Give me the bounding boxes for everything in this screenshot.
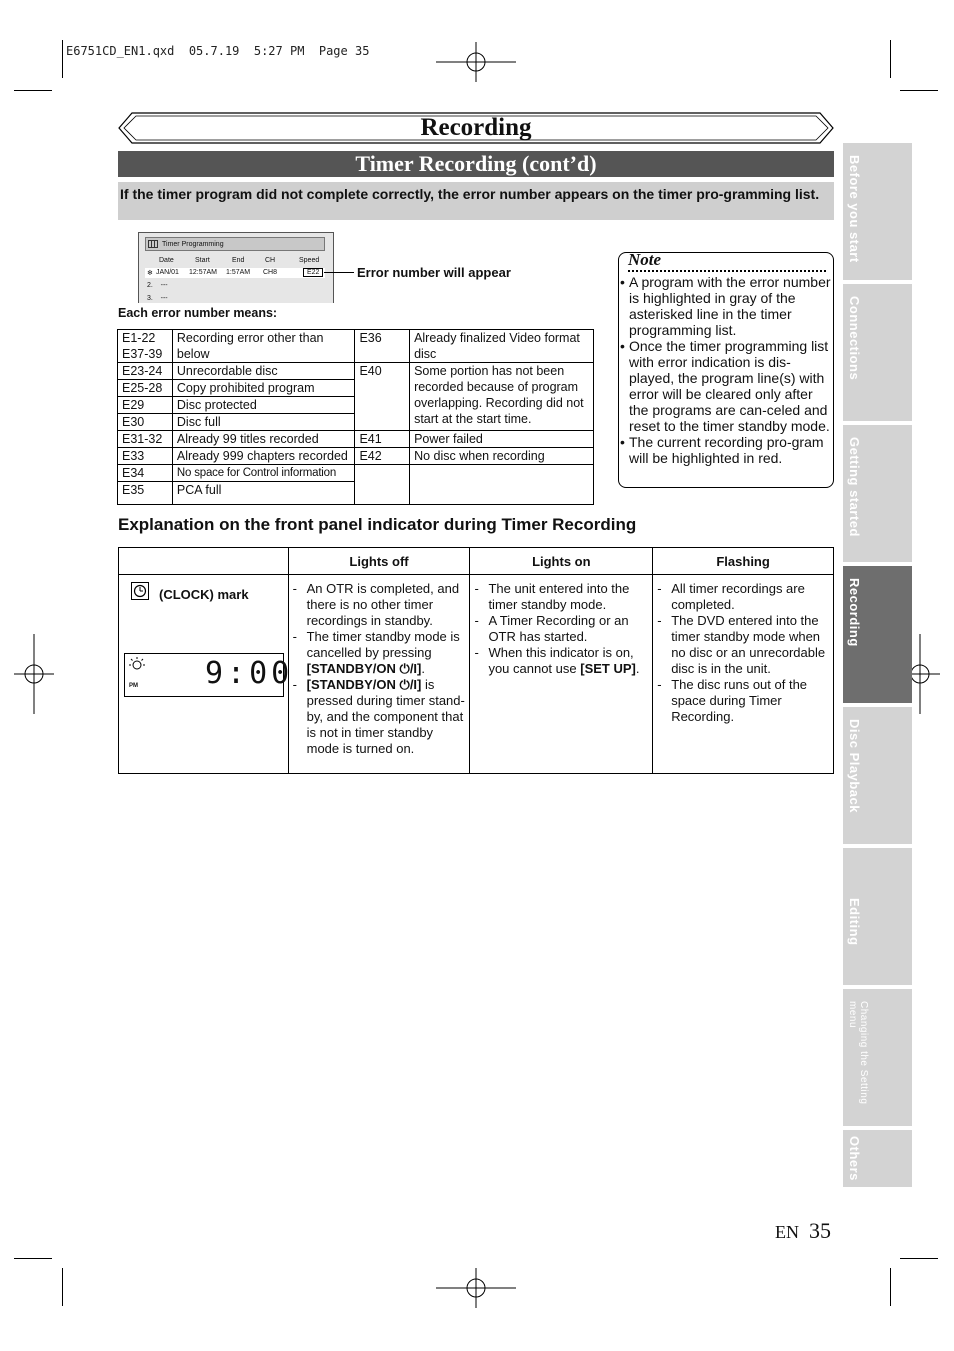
empty-cell <box>355 465 410 505</box>
list-item: - When this indicator is on, you cannot use [SET UP]. <box>474 645 640 676</box>
tab-label: Changing the Setting menu <box>847 1001 869 1105</box>
error-code: E36 <box>355 330 410 363</box>
flashing-clock-icon <box>129 657 145 673</box>
error-code: E29 <box>118 397 173 414</box>
crop-mark <box>900 1258 938 1259</box>
item-text: All timer recordings are completed. <box>671 581 805 612</box>
note-item: • The current recording pro-gram will be highlighted in red. <box>620 434 832 466</box>
error-code: E31-32 <box>118 431 173 448</box>
tab-disc-playback[interactable] <box>843 707 912 844</box>
error-description: Unrecordable disc <box>172 363 355 380</box>
tab-connections[interactable] <box>843 284 912 421</box>
item-text: The unit entered into the timer standby mode. <box>488 581 630 612</box>
flashing-cell <box>653 575 834 774</box>
error-code: E1-22 E37-39 <box>118 330 173 363</box>
screen-header-start: Start <box>195 257 210 264</box>
section-title: Timer Recording (cont’d) <box>118 151 834 177</box>
screen-header-end: End <box>232 257 245 264</box>
explanation-heading: Explanation on the front panel indicator during Timer Recording <box>118 515 637 534</box>
table-header-row <box>119 548 834 575</box>
list-item: - [STANDBY/ON ⏻/I] is pressed during timer stand-by, and the component that is not in timer standby mode is turned on. <box>292 677 465 756</box>
error-description: Power failed <box>410 431 594 448</box>
note-divider <box>628 270 826 272</box>
lights-off-cell <box>288 575 470 774</box>
crop-mark <box>900 90 938 91</box>
pm-indicator: PM <box>129 683 138 689</box>
tab-label: Recording <box>847 578 862 647</box>
error-callout: Error number will appear <box>357 265 511 280</box>
tab-recording[interactable] <box>843 566 912 703</box>
screen-row-2 <box>147 282 168 289</box>
error-code: E25-28 <box>118 380 173 397</box>
note-text: Once the timer programming list with error indication is dis-played, the program line(s) with error will be cleared only after the programs are can-celed and reset to the timer standby mode. <box>629 338 830 434</box>
table-row <box>118 330 594 363</box>
table-row <box>118 363 594 380</box>
error-code: E34 <box>118 465 173 482</box>
error-code: E35 <box>118 482 173 505</box>
timer-programming-screen <box>138 232 334 303</box>
front-panel-display <box>124 653 294 697</box>
note-item: • A program with the error number is highlighted in gray of the asterisked line in the timer programming list. <box>620 274 831 338</box>
error-code: E42 <box>355 448 410 465</box>
row-ch: CH8 <box>263 269 278 276</box>
item-text: An OTR is completed, and there is no other timer recordings in standby. <box>306 581 460 628</box>
screen-row-3 <box>147 295 168 302</box>
lights-on-cell <box>470 575 653 774</box>
item-text: . <box>421 661 425 676</box>
tab-label: Before you start <box>847 155 862 263</box>
empty-header <box>119 548 289 575</box>
list-item: - An OTR is completed, and there is no other timer recordings in standby. <box>293 581 466 629</box>
page-title: Recording <box>420 114 532 141</box>
tab-label: Disc Playback <box>847 719 862 813</box>
tab-label: Getting started <box>847 437 862 537</box>
row-empty: --- <box>160 282 168 289</box>
crop-mark <box>62 1268 63 1306</box>
screen-header-speed: Speed <box>299 257 320 264</box>
key-label: [STANDBY/ON ⏻/I] <box>306 677 422 692</box>
page-number <box>775 1218 831 1244</box>
row-date: JAN/01 <box>156 269 179 276</box>
tab-getting-started[interactable] <box>843 425 912 562</box>
screen-row-1 <box>145 268 325 278</box>
error-code: E30 <box>118 414 173 431</box>
table-row <box>118 431 594 448</box>
note-text: A program with the error number is highlighted in gray of the asterisked line in the timer programming list. <box>629 274 831 338</box>
crop-mark <box>62 40 63 78</box>
clock-mark-label: (CLOCK) mark <box>159 587 249 602</box>
error-code: E33 <box>118 448 173 465</box>
error-code: E23-24 <box>118 363 173 380</box>
note-item: • Once the timer programming list with error indication is dis-played, the program line(s) with error will be cleared only after the programs are can-celed and reset to the timer standby mode. <box>620 338 832 434</box>
registration-mark-icon <box>436 42 516 82</box>
key-label: [SET UP] <box>580 661 636 676</box>
language-code: EN <box>775 1222 799 1242</box>
item-text: The disc runs out of the space during Timer Recording. <box>671 677 808 724</box>
list-item: - All timer recordings are completed. <box>657 581 829 613</box>
intro-text: If the timer program did not complete correctly, the error number appears on the timer pro-gramming list. <box>118 182 834 220</box>
empty-cell <box>410 465 594 505</box>
front-panel-table <box>118 547 834 774</box>
item-text: When this indicator is on, you cannot use <box>488 645 634 676</box>
error-description: Already 99 titles recorded <box>172 431 355 448</box>
row-start: 12:57AM <box>189 269 218 276</box>
error-table <box>117 329 594 505</box>
tab-others[interactable] <box>843 1130 912 1187</box>
registration-mark-icon <box>14 634 54 714</box>
tab-changing-the-setting-menu[interactable] <box>843 989 912 1126</box>
display-time: 9:00 <box>205 656 294 691</box>
clock-mark-cell <box>119 575 294 774</box>
key-label: [STANDBY/ON ⏻/I] <box>306 661 422 676</box>
screen-header-date: Date <box>159 257 174 264</box>
row-number: 2. <box>147 282 153 289</box>
note-list <box>620 274 832 466</box>
error-description: PCA full <box>172 482 355 505</box>
error-description: No space for Control information <box>172 465 355 482</box>
registration-mark-icon <box>436 1268 516 1308</box>
error-code: E40 <box>355 363 410 431</box>
table-row <box>118 448 594 465</box>
list-item: - The DVD entered into the timer standby mode when no disc or an unrecordable disc is in the unit. <box>657 613 829 677</box>
error-code: E41 <box>355 431 410 448</box>
list-item: - The disc runs out of the space during Timer Recording. <box>657 677 829 725</box>
table-row <box>118 465 594 482</box>
screen-title: Timer Programming <box>145 237 325 251</box>
list-item: - The unit entered into the timer standby mode. <box>474 581 648 613</box>
note-title: Note <box>628 250 662 269</box>
callout-line <box>324 272 354 273</box>
clock-icon <box>131 582 149 600</box>
error-table-caption: Each error number means: <box>118 306 278 320</box>
row-error-code: E22 <box>303 268 323 277</box>
error-description: Disc full <box>172 414 355 431</box>
error-description: No disc when recording <box>410 448 594 465</box>
item-text: The DVD entered into the timer standby mode when no disc or an unrecordable disc is in the unit. <box>671 613 826 676</box>
crop-mark <box>890 40 891 78</box>
tab-before-you-start[interactable] <box>843 143 912 280</box>
item-text: is pressed during timer stand-by, and the component that is not in timer standby mode is turned on. <box>306 677 465 756</box>
note-text: The current recording pro-gram will be highlighted in red. <box>629 434 824 466</box>
file-info: E6751CD_EN1.qxd 05.7.19 5:27 PM Page 35 <box>66 44 370 58</box>
row-end: 1:57AM <box>226 269 251 276</box>
error-description: Copy prohibited program <box>172 380 355 397</box>
list-item: - The timer standby mode is cancelled by pressing [STANDBY/ON ⏻/I]. <box>292 629 460 676</box>
tab-label: Editing <box>847 898 862 946</box>
error-description: Some portion has not been recorded because of program overlapping. Recording did not start at the start time. <box>410 363 594 431</box>
item-text: . <box>635 661 640 676</box>
error-description: Already 999 chapters recorded <box>172 448 355 465</box>
row-empty: --- <box>160 295 168 302</box>
table-row <box>119 575 834 774</box>
item-text: A Timer Recording or an OTR has started. <box>488 613 629 644</box>
error-description: Already finalized Video format disc <box>410 330 594 363</box>
tab-label: Others <box>847 1136 862 1181</box>
row-number: 3. <box>147 295 153 302</box>
row-marker: ❄ <box>147 270 153 277</box>
crop-mark <box>890 1268 891 1306</box>
header-lights-on: Lights on <box>470 548 653 575</box>
error-description: Disc protected <box>172 397 355 414</box>
timer-programming-icon <box>148 240 158 248</box>
header-lights-off: Lights off <box>288 548 470 575</box>
crop-mark <box>14 90 52 91</box>
error-description: Recording error other than below <box>172 330 355 363</box>
tab-editing[interactable] <box>843 848 912 985</box>
header-flashing: Flashing <box>653 548 834 575</box>
list-item: - A Timer Recording or an OTR has started. <box>474 613 648 645</box>
page-number-value: 35 <box>809 1218 831 1243</box>
crop-mark <box>14 1258 52 1259</box>
item-text: The timer standby mode is cancelled by pressing <box>306 629 460 660</box>
tab-label: Connections <box>847 296 862 381</box>
screen-header-ch: CH <box>265 257 276 264</box>
